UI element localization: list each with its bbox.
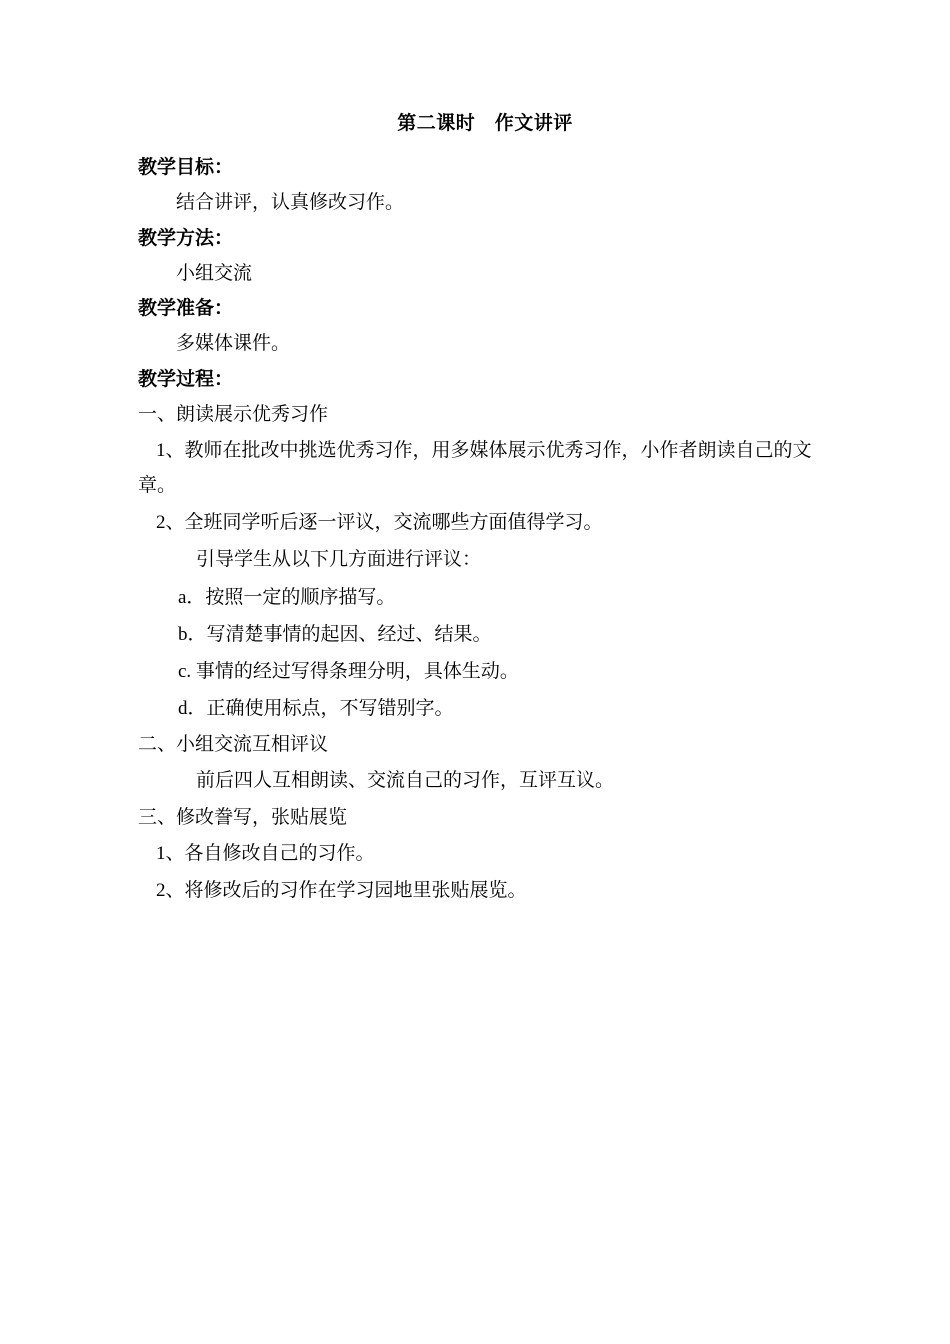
process-point-d: d．正确使用标点，不写错别字。 bbox=[178, 697, 454, 719]
section-heading-methods: 教学方法： bbox=[138, 227, 234, 249]
process-part-two-title: 二、小组交流互相评议 bbox=[138, 734, 329, 756]
section-heading-preparation: 教学准备： bbox=[138, 298, 234, 319]
process-point-c: c. 事情的经过写得条理分明，具体生动。 bbox=[178, 660, 519, 682]
process-part-one-lead-in: 引导学生从以下几方面进行评议： bbox=[196, 549, 482, 571]
process-part-three-item-1: 1、各自修改自己的习作。 bbox=[156, 842, 375, 864]
section-heading-process: 教学过程： bbox=[138, 368, 234, 390]
section-body-objectives: 结合讲评，认真修改习作。 bbox=[176, 192, 405, 214]
process-point-b: b．写清楚事情的起因、经过、结果。 bbox=[178, 623, 492, 645]
process-part-one-item-1: 1、教师在批改中挑选优秀习作，用多媒体展示优秀习作，小作者朗读自己的文章。 bbox=[138, 440, 812, 497]
section-body-methods: 小组交流 bbox=[176, 262, 253, 284]
page-title: 第二课时 作文讲评 bbox=[397, 113, 573, 134]
section-heading-objectives: 教学目标： bbox=[138, 157, 234, 178]
process-part-one-title: 一、朗读展示优秀习作 bbox=[138, 403, 329, 425]
process-part-three-title: 三、修改誊写，张贴展览 bbox=[138, 806, 348, 828]
process-part-two-body: 前后四人互相朗读、交流自己的习作，互评互议。 bbox=[196, 770, 615, 792]
process-part-three-item-2: 2、将修改后的习作在学习园地里张贴展览。 bbox=[156, 879, 527, 901]
process-point-a: a．按照一定的顺序描写。 bbox=[178, 586, 396, 608]
process-part-one-item-2: 2、全班同学听后逐一评议，交流哪些方面值得学习。 bbox=[156, 512, 603, 534]
section-body-preparation: 多媒体课件。 bbox=[176, 333, 291, 355]
